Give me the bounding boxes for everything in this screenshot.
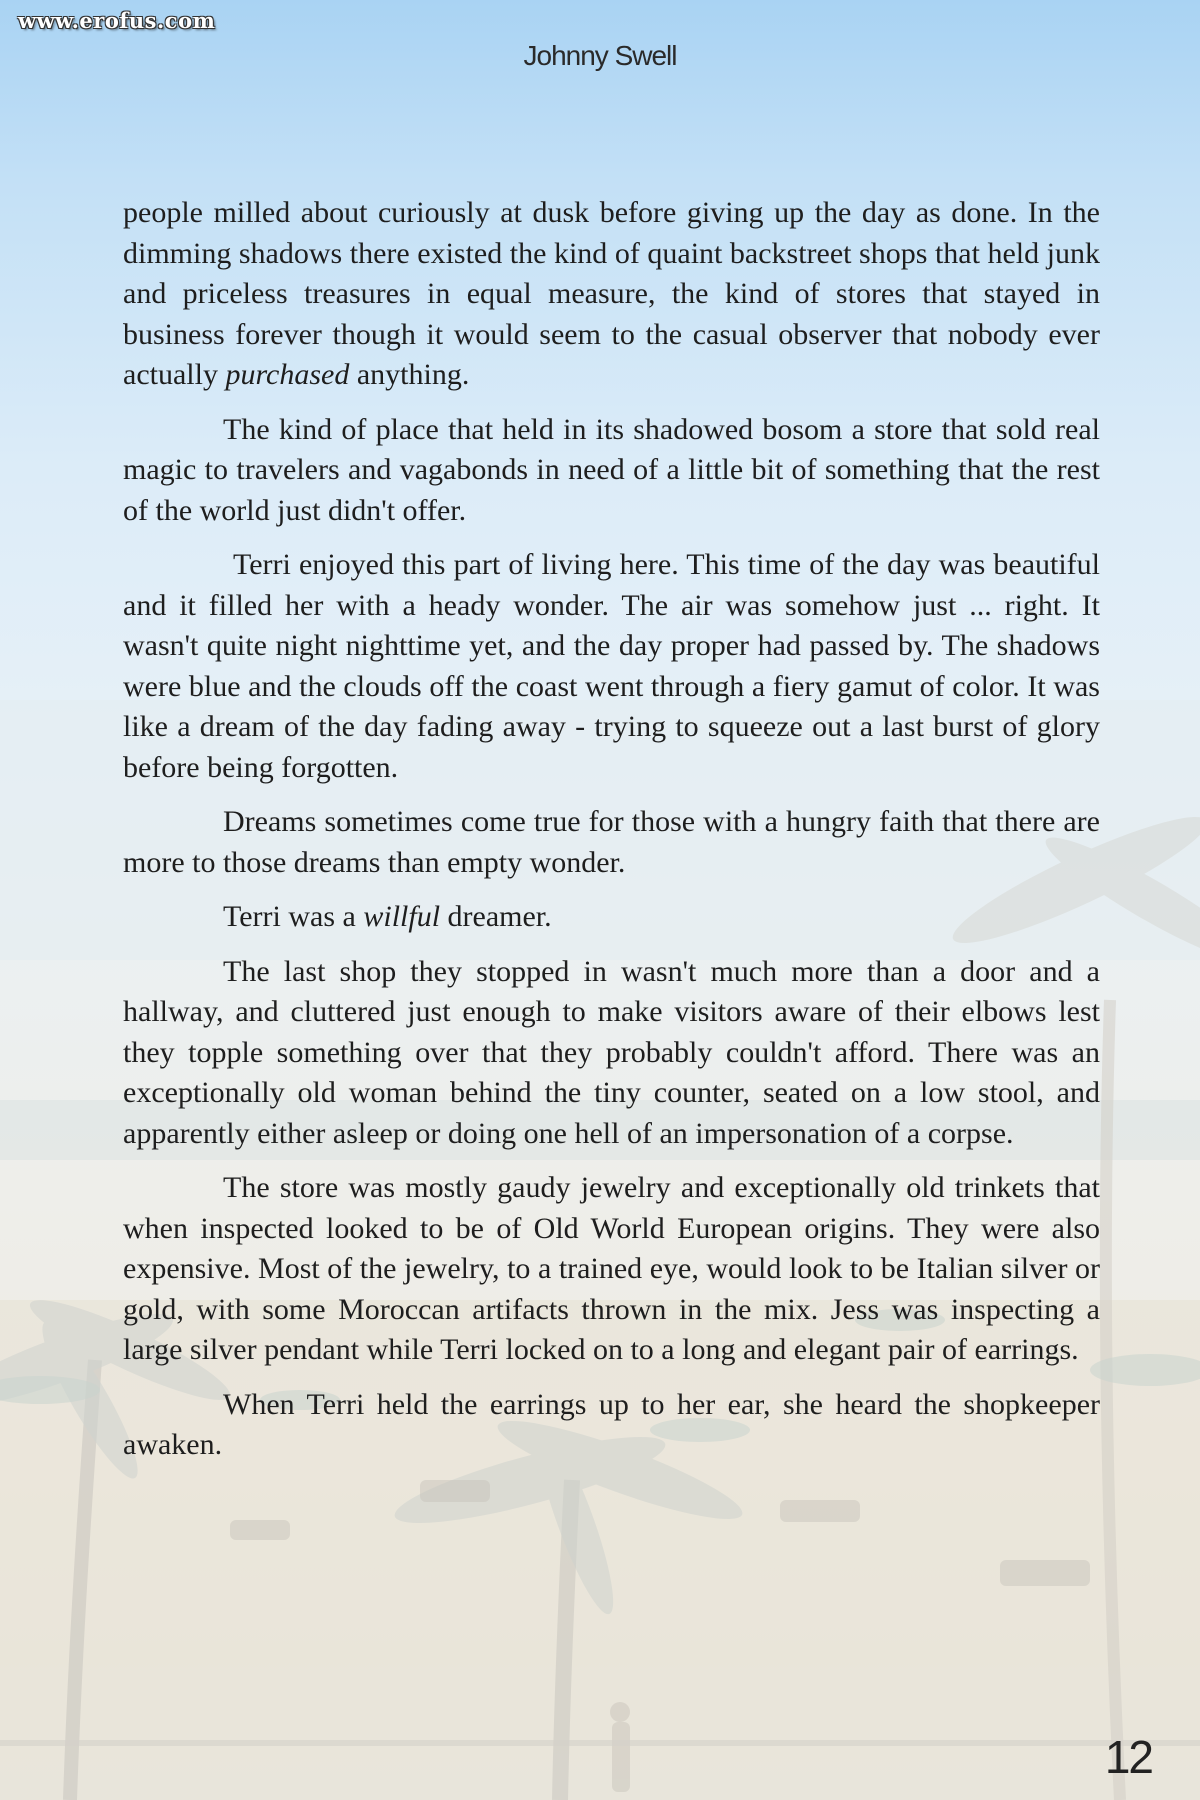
paragraph-7 [123,1168,1100,1371]
paragraph-8-text: When Terri held the earrings up to her ear, she heard the shopkeeper awaken. [123,1387,1100,1461]
paragraph-4 [123,802,1100,883]
body-text [123,193,1100,1480]
paragraph-1 [123,193,1100,396]
emphasis-purchased: purchased [225,358,350,391]
paragraph-5-tail: dreamer. [440,900,552,933]
watermark: www.erofus.com [18,8,216,33]
paragraph-5-text: Terri was a [223,900,364,933]
paragraph-2 [123,410,1100,532]
paragraph-6 [123,952,1100,1155]
paragraph-4-text: Dreams sometimes come true for those with a hungry faith that there are more to those dreams than empty wonder. [123,805,1100,879]
paragraph-7-text: The store was mostly gaudy jewelry and exceptionally old trinkets that when inspected looked to be of Old World European origins. They were also expensive. Most of the jewelry, to a trained eye, would look to be Italian silver or gold, with some Moroccan artifacts thrown in the mix. Jess was inspecting a large silver pendant while Terri locked on to a long and elegant pair of earrings. [123,1171,1100,1366]
paragraph-3-text: Terri enjoyed this part of living here. This time of the day was beautiful and it filled her with a heady wonder. The air was somehow just ... right. It wasn't quite night nighttime yet, and the day proper had passed by. The shadows were blue and the clouds off the coast went through a fiery gamut of color. It was like a dream of the day fading away - trying to squeeze out a last burst of glory before being forgotten. [123,548,1100,784]
paragraph-6-text: The last shop they stopped in wasn't much more than a door and a hallway, and cluttered just enough to make visitors aware of their elbows lest they topple something over that they probably couldn't afford. There was an exceptionally old woman behind the tiny counter, seated on a low stool, and apparently either asleep or doing one hell of an impersonation of a corpse. [123,954,1100,1150]
paragraph-3 [123,545,1100,788]
paragraph-1-tail: anything. [349,358,470,391]
paragraph-2-text: The kind of place that held in its shadowed bosom a store that sold real magic to travelers and vagabonds in need of a little bit of something that the rest of the world just didn't offer. [123,412,1100,527]
emphasis-willful: willful [363,900,441,933]
page-header-author: Johnny Swell [523,40,677,71]
page-number: 12 [1104,1731,1152,1783]
paragraph-5 [123,897,1100,938]
paragraph-8 [123,1385,1100,1466]
paragraph-1-text: people milled about curiously at dusk before giving up the day as done. In the dimming shadows there existed the kind of quaint backstreet shops that held junk and priceless treasures in equal measure, the kind of stores that stayed in business forever though it would seem to the casual observer that nobody ever actually [123,196,1100,391]
